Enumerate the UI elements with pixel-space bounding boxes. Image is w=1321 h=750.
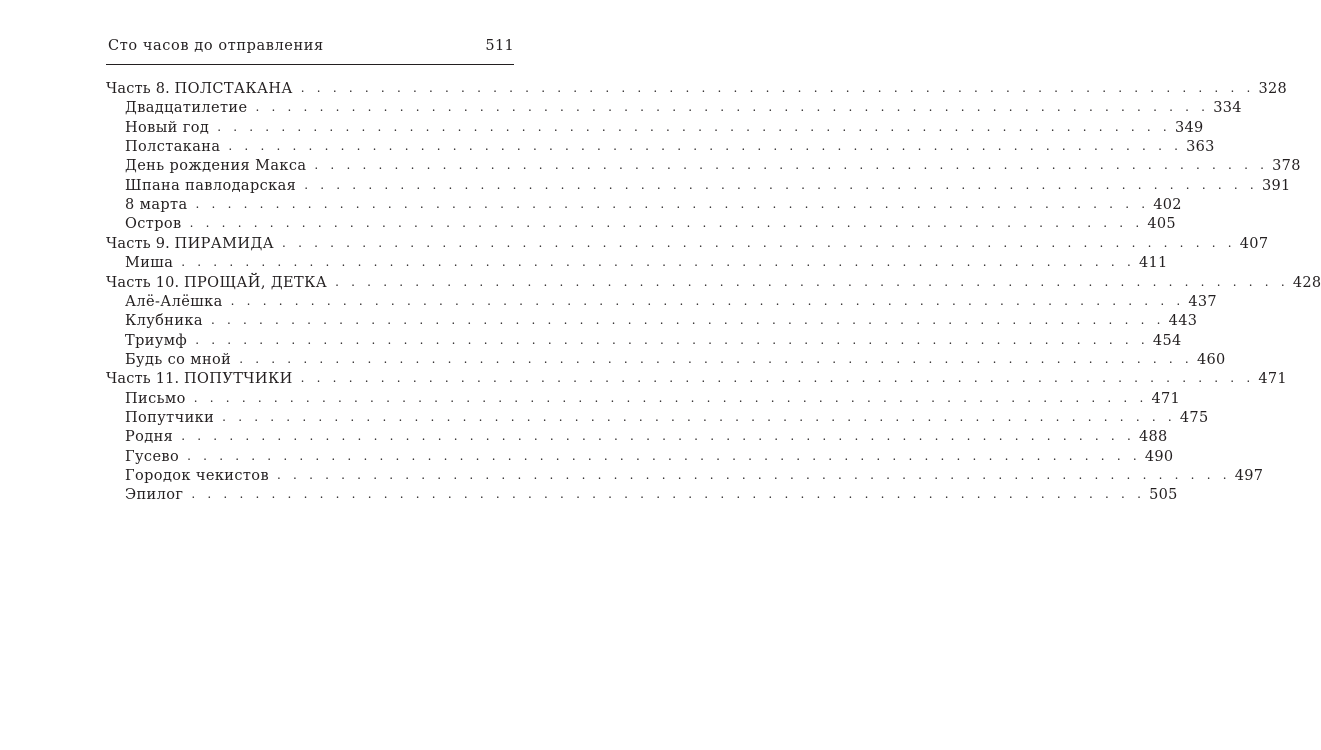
toc-entry-page-number: 471 bbox=[1258, 371, 1287, 388]
toc-entry-title: Алё-Алёшка bbox=[125, 293, 223, 310]
toc-entry-title: Остров bbox=[125, 216, 182, 233]
toc-entry-page-number: 363 bbox=[1186, 139, 1215, 156]
dot-leader: . . . . . . . . . . . . . . . . . . . . . . . . . . . . . . . . . . . . . . . . . . . . . . . . . . . . . . . . . . . . bbox=[300, 371, 1255, 386]
dot-leader: . . . . . . . . . . . . . . . . . . . . . . . . . . . . . . . . . . . . . . . . . . . . . . . . . . . . . . . . . . . . bbox=[193, 390, 1148, 405]
toc-chapter-entry bbox=[125, 99, 1242, 118]
running-head bbox=[106, 38, 514, 62]
toc-part-prefix: Часть 8. bbox=[106, 81, 170, 97]
toc-entry-title: ПИРАМИДА bbox=[174, 235, 275, 252]
toc-entry-label bbox=[125, 138, 220, 157]
toc-part-prefix: Часть 11. bbox=[106, 371, 180, 388]
toc-entry-page-number: 378 bbox=[1272, 158, 1301, 175]
toc-entry-title: Триумф bbox=[125, 332, 188, 349]
toc-entry-label bbox=[125, 119, 209, 138]
dot-leader: . . . . . . . . . . . . . . . . . . . . . . . . . . . . . . . . . . . . . . . . . . . . . . . . . . . . . . . . . . . . bbox=[195, 197, 1150, 212]
dot-leader: . . . . . . . . . . . . . . . . . . . . . . . . . . . . . . . . . . . . . . . . . . . . . . . . . . . . . . . . . . . . bbox=[181, 255, 1135, 270]
running-head-title: Сто часов до отправления bbox=[108, 38, 324, 54]
toc-entry-label bbox=[125, 409, 214, 428]
toc-chapter-entry bbox=[125, 215, 1176, 234]
toc-entry-label bbox=[125, 312, 203, 331]
toc-part-prefix: Часть 10. bbox=[106, 274, 180, 291]
toc-entry-label bbox=[125, 177, 296, 196]
toc-entry-page-number: 349 bbox=[1174, 119, 1204, 136]
toc-entry-page-number: 437 bbox=[1188, 293, 1217, 310]
toc-entry-label bbox=[125, 390, 186, 409]
toc-entry-page-number: 411 bbox=[1138, 255, 1168, 272]
toc-chapter-entry bbox=[125, 467, 1264, 486]
dot-leader: . . . . . . . . . . . . . . . . . . . . . . . . . . . . . . . . . . . . . . . . . . . . . . . . . . . . . . . . . . . . bbox=[230, 293, 1185, 308]
toc-chapter-entry bbox=[125, 448, 1174, 467]
toc-entry-page-number: 391 bbox=[1261, 177, 1291, 194]
toc-entry-page-number: 505 bbox=[1149, 487, 1178, 504]
toc-chapter-entry bbox=[125, 157, 1301, 176]
toc-entry-label bbox=[106, 235, 274, 254]
toc-entry-title: Двадцатилетие bbox=[125, 100, 248, 117]
toc-entry-title: ПОПУТЧИКИ bbox=[183, 371, 293, 388]
dot-leader: . . . . . . . . . . . . . . . . . . . . . . . . . . . . . . . . . . . . . . . . . . . . . . . . . . . . . . . . . . . . bbox=[304, 177, 1258, 192]
toc-entry-page-number: 488 bbox=[1138, 429, 1168, 446]
toc-entry-title: Шпана павлодарская bbox=[125, 177, 297, 194]
dot-leader: . . . . . . . . . . . . . . . . . . . . . . . . . . . . . . . . . . . . . . . . . . . . . . . . . . . . . . . . . . . . bbox=[277, 468, 1231, 482]
toc-part-entry bbox=[106, 235, 1269, 254]
toc-entry-page-number: 405 bbox=[1147, 216, 1176, 233]
toc-entry-page-number: 328 bbox=[1258, 81, 1288, 97]
dot-leader: . . . . . . . . . . . . . . . . . . . . . . . . . . . . . . . . . . . . . . . . . . . . . . . . . . . . . . . . . . . . bbox=[189, 216, 1144, 231]
toc-entry-label bbox=[125, 99, 247, 118]
toc-chapter-entry bbox=[125, 119, 1204, 138]
header-rule bbox=[106, 64, 514, 65]
toc-entry-page-number: 475 bbox=[1179, 409, 1209, 426]
toc-part-entry bbox=[106, 370, 1287, 389]
toc-entry-label bbox=[125, 486, 183, 505]
toc-chapter-entry bbox=[125, 177, 1291, 196]
dot-leader: . . . . . . . . . . . . . . . . . . . . . . . . . . . . . . . . . . . . . . . . . . . . . . . . . . . . . . . . . . . . bbox=[300, 81, 1255, 95]
dot-leader: . . . . . . . . . . . . . . . . . . . . . . . . . . . . . . . . . . . . . . . . . . . . . . . . . . . . . . . . . . . . bbox=[217, 119, 1171, 134]
toc-entry-label bbox=[125, 293, 223, 312]
dot-leader: . . . . . . . . . . . . . . . . . . . . . . . . . . . . . . . . . . . . . . . . . . . . . . . . . . . . . . . . . . . . bbox=[255, 100, 1210, 115]
toc-entry-page-number: 334 bbox=[1213, 100, 1242, 117]
toc-entry-title: Городок чекистов bbox=[125, 468, 270, 484]
toc-entry-label bbox=[125, 351, 231, 370]
dot-leader: . . . . . . . . . . . . . . . . . . . . . . . . . . . . . . . . . . . . . . . . . . . . . . . . . . . . . . . . . . . . bbox=[210, 313, 1165, 328]
toc-entry-title: Попутчики bbox=[125, 409, 215, 426]
toc-entry-label bbox=[106, 274, 327, 293]
toc-entry-label bbox=[125, 467, 269, 486]
toc-entry-title: Миша bbox=[125, 255, 174, 272]
toc-entry-label bbox=[125, 332, 187, 351]
toc-entry-page-number: 443 bbox=[1168, 313, 1198, 330]
toc-entry-page-number: 402 bbox=[1153, 197, 1182, 214]
toc-entry-title: Письмо bbox=[125, 390, 186, 407]
toc-entry-page-number: 497 bbox=[1234, 468, 1264, 484]
toc-entry-title: ПОЛСТАКАНА bbox=[174, 81, 293, 97]
dot-leader: . . . . . . . . . . . . . . . . . . . . . . . . . . . . . . . . . . . . . . . . . . . . . . . . . . . . . . . . . . . . bbox=[335, 274, 1289, 289]
toc-entry-page-number: 471 bbox=[1151, 390, 1181, 407]
toc-chapter-entry bbox=[125, 312, 1198, 331]
toc-entry-title: Гусево bbox=[125, 448, 180, 465]
toc-part-prefix: Часть 9. bbox=[106, 235, 170, 252]
toc-chapter-entry bbox=[125, 138, 1215, 157]
toc-entry-page-number: 460 bbox=[1196, 351, 1226, 368]
toc-entry-title: Будь со мной bbox=[125, 351, 232, 368]
toc-entry-title: Эпилог bbox=[125, 487, 184, 504]
toc-entry-label bbox=[125, 448, 179, 467]
toc-entry-page-number: 454 bbox=[1152, 332, 1182, 349]
toc-chapter-entry bbox=[125, 293, 1217, 312]
toc-chapter-entry bbox=[125, 409, 1209, 428]
toc-part-entry bbox=[106, 274, 1321, 293]
toc-entry-label bbox=[125, 215, 182, 234]
toc-entry-title: Полстакана bbox=[125, 139, 221, 156]
dot-leader: . . . . . . . . . . . . . . . . . . . . . . . . . . . . . . . . . . . . . . . . . . . . . . . . . . . . . . . . . . . . bbox=[222, 409, 1176, 424]
toc-entry-title: Новый год bbox=[125, 119, 210, 136]
toc-chapter-entry bbox=[125, 428, 1168, 447]
dot-leader: . . . . . . . . . . . . . . . . . . . . . . . . . . . . . . . . . . . . . . . . . . . . . . . . . . . . . . . . . . . . bbox=[187, 448, 1141, 463]
toc-chapter-entry bbox=[125, 196, 1182, 215]
toc-entry-title: Клубника bbox=[125, 313, 203, 330]
toc-entry-page-number: 490 bbox=[1144, 448, 1174, 465]
toc-entry-title: 8 марта bbox=[125, 197, 188, 214]
toc-chapter-entry bbox=[125, 486, 1178, 505]
toc-entry-label bbox=[125, 157, 306, 176]
dot-leader: . . . . . . . . . . . . . . . . . . . . . . . . . . . . . . . . . . . . . . . . . . . . . . . . . . . . . . . . . . . . bbox=[191, 487, 1146, 502]
toc-part-entry bbox=[106, 80, 1288, 99]
toc-entry-page-number: 407 bbox=[1239, 235, 1269, 252]
toc-entry-label bbox=[125, 196, 188, 215]
toc-entry-title: День рождения Макса bbox=[125, 158, 307, 175]
dot-leader: . . . . . . . . . . . . . . . . . . . . . . . . . . . . . . . . . . . . . . . . . . . . . . . . . . . . . . . . . . . . bbox=[228, 139, 1183, 154]
dot-leader: . . . . . . . . . . . . . . . . . . . . . . . . . . . . . . . . . . . . . . . . . . . . . . . . . . . . . . . . . . . . bbox=[195, 332, 1149, 347]
toc-entry-label bbox=[125, 428, 173, 447]
dot-leader: . . . . . . . . . . . . . . . . . . . . . . . . . . . . . . . . . . . . . . . . . . . . . . . . . . . . . . . . . . . . bbox=[314, 158, 1269, 173]
dot-leader: . . . . . . . . . . . . . . . . . . . . . . . . . . . . . . . . . . . . . . . . . . . . . . . . . . . . . . . . . . . . bbox=[181, 429, 1135, 444]
toc-entry-title: Родня bbox=[125, 429, 174, 446]
dot-leader: . . . . . . . . . . . . . . . . . . . . . . . . . . . . . . . . . . . . . . . . . . . . . . . . . . . . . . . . . . . . bbox=[282, 235, 1236, 250]
toc-entry-label bbox=[125, 254, 173, 273]
toc-entry-label bbox=[106, 370, 293, 389]
dot-leader: . . . . . . . . . . . . . . . . . . . . . . . . . . . . . . . . . . . . . . . . . . . . . . . . . . . . . . . . . . . . bbox=[239, 351, 1193, 366]
toc-chapter-entry bbox=[125, 390, 1181, 409]
toc-entry-title: ПРОЩАЙ, ДЕТКА bbox=[183, 274, 328, 291]
toc-chapter-entry bbox=[125, 332, 1182, 351]
toc-entry-label bbox=[106, 80, 293, 99]
toc-entry-page-number: 428 bbox=[1292, 274, 1321, 291]
running-head-page-number: 511 bbox=[485, 38, 514, 54]
toc-chapter-entry bbox=[125, 351, 1226, 370]
toc-chapter-entry bbox=[125, 254, 1168, 273]
